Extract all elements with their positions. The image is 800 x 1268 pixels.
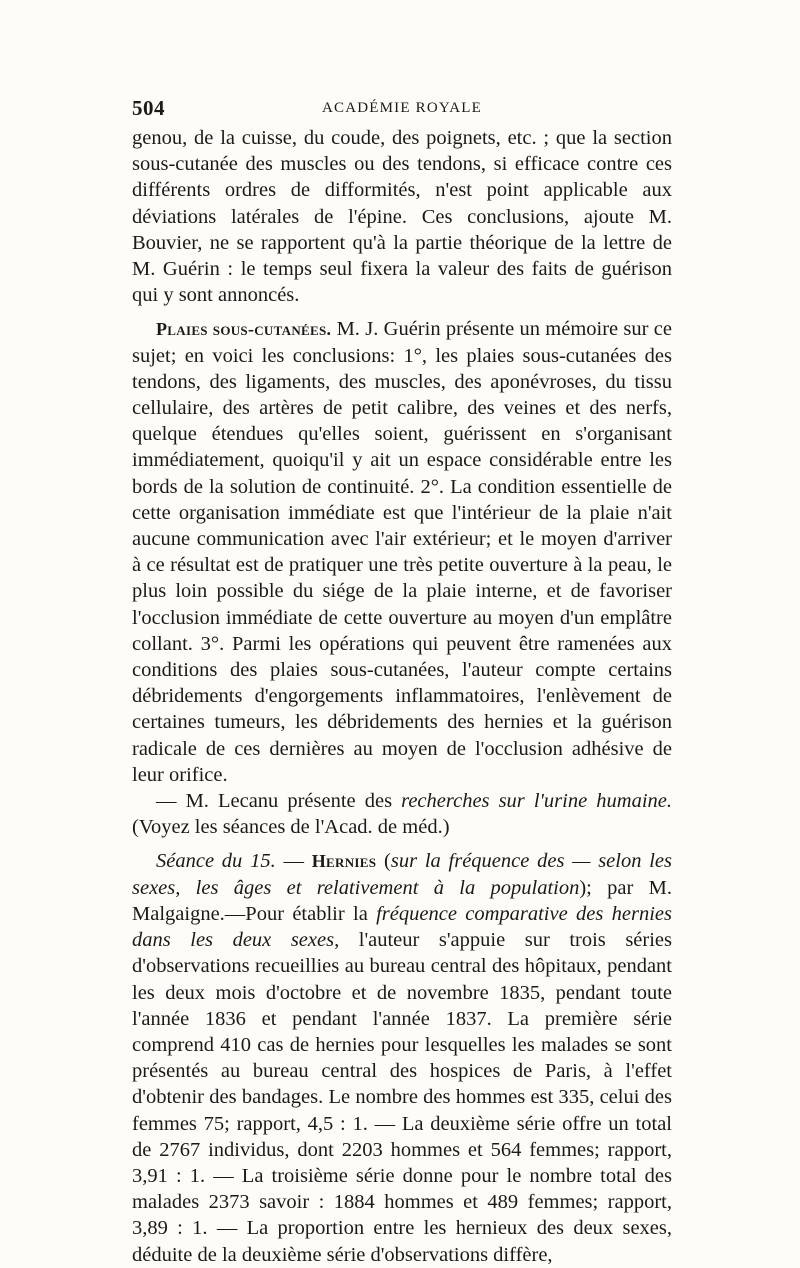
paragraph-text: l'auteur s'appuie sur trois séries d'observations recueillies au bureau central des hôpitaux, pendant les deux mois d'octobre et de novembre 1835, pendant toute l'année 1836 et pendant l'année 1837. La première série comprend 410 cas de hernies pour lesquelles les malades se sont présentés au bureau central des hospices de Paris, à l'effet d'obtenir des bandages. Le nombre des hommes est 335, celui des femmes 75; rapport, 4,5 : 1. — La deuxième série offre un total de 2767 individus, dont 2203 hommes et 564 femmes; rapport, 3,91 : 1. — La troisième série donne pour le nombre total des malades 2373 savoir : 1884 hommes et 489 femmes; rapport, 3,89 : 1. — La proportion entre les hernieux des deux sexes, déduite de la deuxième série d'observations diffère, — [132, 929, 672, 1266]
running-head: ACADÉMIE ROYALE — [321, 100, 483, 116]
paragraph-lecanu — [132, 788, 672, 840]
italic-title: recherches sur l'urine humaine. — [401, 790, 672, 813]
paragraph-text: ); par M. Malgaigne.—Pour établir la — [132, 876, 672, 925]
seance-date: Séance du 15. — [156, 850, 276, 873]
paragraph-text: genou, de la cuisse, du coude, des poignets, etc. ; que la section sous-cutanée des muscles ou des tendons, si efficace contre ces différents ordres de difformités, n'est point applicable aux déviations latérales de l'épine. Ces conclusions, ajoute M. Bouvier, ne se rapportent qu'à la partie théorique de la lettre de M. Guérin : le temps seul fixera la valeur des faits de guérison qui y sont annoncés. — [132, 127, 672, 307]
page-number: 504 — [132, 96, 165, 120]
paragraph-plaies-sous-cutanees — [132, 316, 672, 788]
paragraph-text: M. J. Guérin présente un mémoire sur ce sujet; en voici les conclusions: 1°, les plaies sous-cutanées des tendons, des ligaments, des muscles, des aponévroses, du tissu cellulaire, des artères de petit calibre, des veines et des nerfs, quelque étendues qu'elles soient, guérissent en s'organisant immédiatement, quoiqu'il y ait un espace considérable entre les bords de la solution de continuité. 2°. La condition essentielle de cette organisation immédiate est que l'intérieur de la plaie n'ait aucune communication avec l'air extérieur; et le moyen d'arriver à ce résultat est de pratiquer une très petite ouverture à la peau, le plus loin possible du siége de la plaie interne, et de favoriser l'occlusion immédiate de cette ouverture au moyen d'un emplâtre collant. 3°. Parmi les opérations qui peuvent être ramenées aux conditions des plaies sous-cutanées, l'auteur compte certains débridements d'engorgements inflammatoires, l'enlèvement de certaines tumeurs, les débridements des hernies et la guérison radicale de ces dernières au moyen de l'occlusion adhésive de leur orifice. — [132, 318, 672, 786]
paren-open: ( — [376, 850, 391, 873]
paragraph-hernies — [132, 848, 672, 1267]
page-header — [132, 96, 672, 122]
paragraph-text: (Voyez les séances de l'Acad. de méd.) — [132, 816, 450, 839]
italic-topic: sur la fréquence des — selon les sexes, les âges et relativement à la population — [132, 850, 672, 899]
paragraph-continuation — [132, 125, 672, 308]
italic-phrase: fréquence comparative des hernies dans les deux sexes, — [132, 902, 672, 952]
section-heading: Hernies — [311, 851, 377, 872]
paragraph-text: — M. Lecanu présente des — [156, 790, 402, 813]
dash: — — [275, 850, 312, 873]
body-text — [132, 125, 672, 1268]
section-heading: Plaies sous-cutanées. — [156, 319, 332, 340]
